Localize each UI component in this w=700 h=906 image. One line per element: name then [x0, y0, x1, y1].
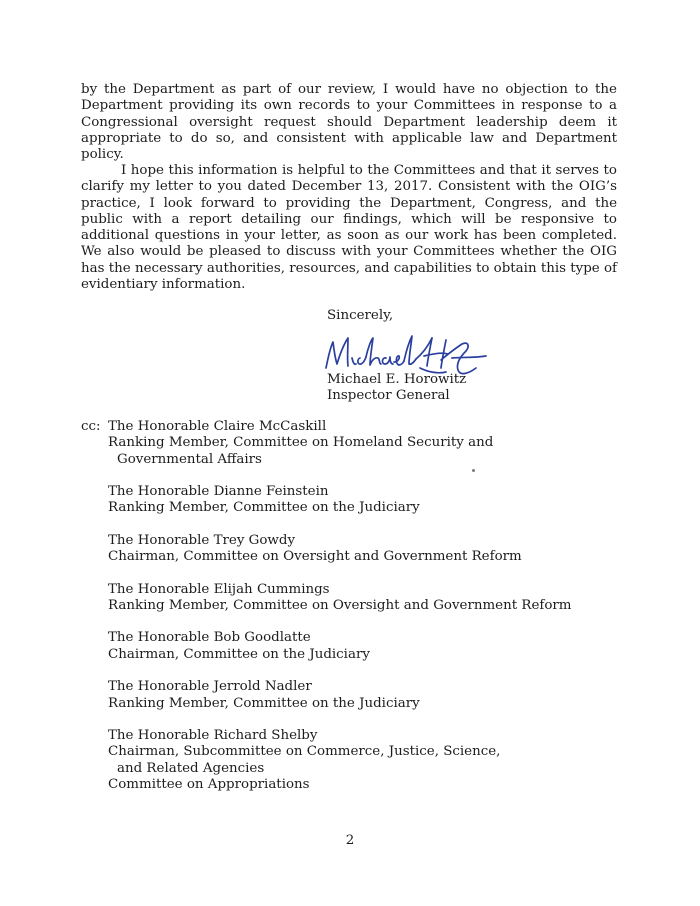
cc-recipient-role: Ranking Member, Committee on the Judiciary [108, 500, 420, 516]
cc-recipient-role: Ranking Member, Committee on Oversight and Government Reform [108, 597, 572, 613]
cc-recipient-list [108, 419, 608, 809]
body-paragraph-1: by the Department as part of our review, I would have no objection to the Department providing its own records to your Committees in response to a Congressional oversight request should Department leadership deem it appropriate to do so, and consistent with applicable law and Department policy. [81, 82, 617, 163]
cc-recipient-name: The Honorable Trey Gowdy [108, 532, 296, 548]
cc-recipient-name: The Honorable Bob Goodlatte [108, 630, 311, 646]
signer-block [327, 372, 466, 405]
cc-recipient [108, 419, 608, 468]
signer-title: Inspector General [327, 388, 450, 404]
cc-recipient-role: Chairman, Committee on the Judiciary [108, 646, 370, 662]
cc-recipient-name: The Honorable Dianne Feinstein [108, 484, 329, 500]
cc-label: cc: [81, 419, 101, 434]
cc-recipient-name: The Honorable Richard Shelby [108, 727, 318, 743]
cc-recipient-name: The Honorable Jerrold Nadler [108, 679, 312, 695]
cc-recipient-role: Committee on Appropriations [108, 776, 310, 792]
signer-name: Michael E. Horowitz [327, 372, 467, 387]
cc-recipient-role: and Related Agencies [117, 760, 265, 776]
cc-recipient-role: Chairman, Committee on Oversight and Government Reform [108, 549, 522, 565]
cc-recipient [108, 728, 608, 793]
page-number: 2 [345, 833, 355, 848]
cc-recipient-name: The Honorable Claire McCaskill [108, 419, 327, 434]
cc-recipient [108, 679, 608, 712]
cc-recipient-role: Ranking Member, Committee on the Judiciary [108, 695, 420, 711]
body-paragraph-2: I hope this information is helpful to the Committees and that it serves to clarify my letter to you dated December 13, 2017. Consistent with the OIG’s practice, I look forward to providing the Department, Congress, and the public with a report detailing our findings, which will be responsive to additional questions in your letter, as soon as our work has been completed. We also would be pleased to discuss with your Committees whether the OIG has the necessary authorities, resources, and capabilities to obtain this type of evidentiary information. [81, 163, 617, 293]
cc-recipient [108, 533, 608, 566]
cc-recipient-role: Ranking Member, Committee on Homeland Security and [108, 435, 494, 451]
cc-recipient-role: Governmental Affairs [117, 451, 262, 467]
scan-speck [472, 469, 475, 472]
cc-recipient [108, 484, 608, 517]
cc-recipient [108, 582, 608, 615]
cc-recipient-role: Chairman, Subcommittee on Commerce, Justice, Science, [108, 744, 501, 760]
cc-recipient-name: The Honorable Elijah Cummings [108, 581, 330, 597]
closing: Sincerely, [327, 308, 394, 323]
cc-recipient [108, 630, 608, 663]
